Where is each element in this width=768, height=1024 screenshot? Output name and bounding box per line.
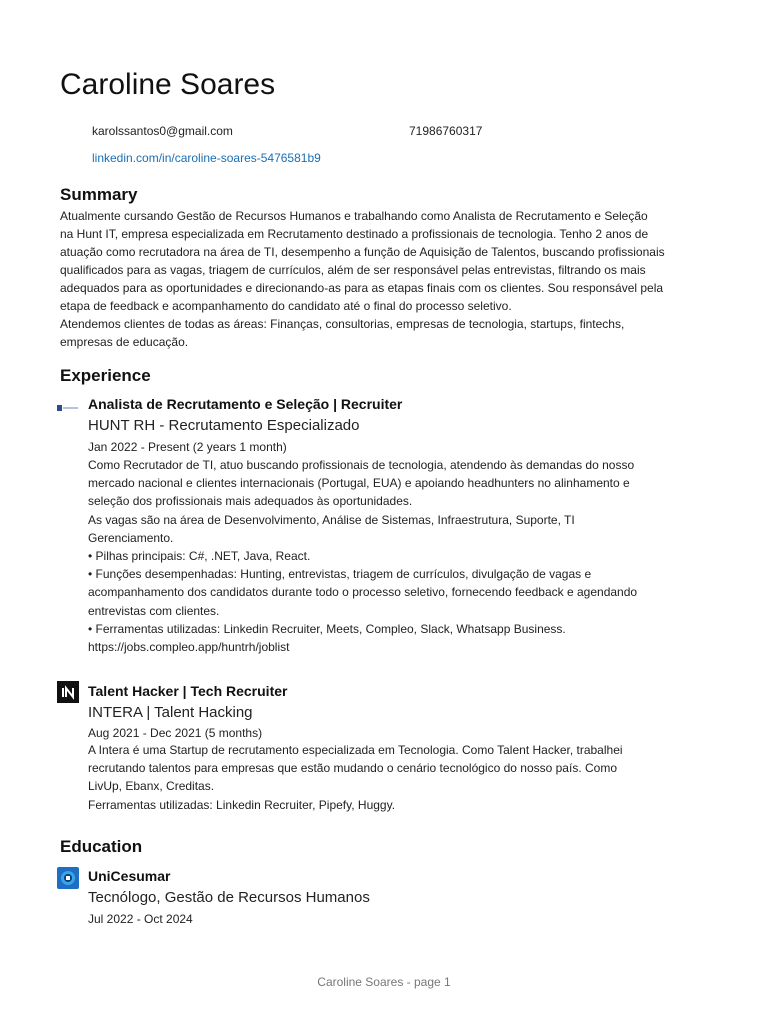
summary-line: Atualmente cursando Gestão de Recursos Humanos e trabalhando como Analista de Recrutamento e Seleção: [60, 209, 648, 223]
summary-line: na Hunt IT, empresa especializada em Recrutamento destinado a profissionais de tecnologia. Tenho 2 anos de: [60, 227, 649, 241]
description-line: entrevistas com clientes.: [88, 603, 220, 618]
hunt-rh-logo-icon: [57, 397, 79, 419]
email-address: karolssantos0@gmail.com: [92, 124, 233, 138]
summary-line: empresas de educação.: [60, 335, 189, 349]
job-description: [88, 741, 708, 814]
description-line: A Intera é uma Startup de recrutamento especializada em Tecnologia. Como Talent Hacker, trabalhei: [88, 743, 623, 757]
summary-text: [60, 207, 710, 351]
company-name: HUNT RH - Recrutamento Especializado: [88, 417, 360, 434]
job-dates: Jan 2022 - Present (2 years 1 month): [88, 440, 287, 454]
description-line: https://jobs.compleo.app/huntrh/joblist: [88, 640, 290, 655]
description-line: As vagas são na área de Desenvolvimento, Análise de Sistemas, Infraestrutura, Suporte, TI: [88, 512, 575, 527]
summary-line: adequados para as oportunidades e direcionando-as para as etapas finais com os clientes. Sou responsável pela: [60, 281, 664, 295]
linkedin-link[interactable]: linkedin.com/in/caroline-soares-5476581b9: [92, 151, 321, 165]
experience-heading: Experience: [60, 366, 151, 385]
summary-line: qualificados para as vagas, triagem de currículos, além de ser responsável pelas entrevistas, filtrando os mais: [60, 263, 646, 277]
company-name: INTERA | Talent Hacking: [88, 704, 253, 721]
job-dates: Aug 2021 - Dec 2021 (5 months): [88, 726, 263, 740]
job-title: Talent Hacker | Tech Recruiter: [88, 683, 288, 699]
unicesumar-logo-icon: [57, 867, 79, 889]
description-line: seleção dos profissionais mais adequados às oportunidades.: [88, 494, 413, 509]
description-line: mercado nacional e clientes internacionais (Portugal, EUA) e apoiando headhunters no alinhamento e: [88, 476, 630, 491]
description-line: acompanhamento dos candidatos durante todo o processo seletivo, fornecendo feedback e agendando: [88, 585, 638, 600]
education-dates: Jul 2022 - Oct 2024: [88, 912, 193, 926]
description-line: • Funções desempenhadas: Hunting, entrevistas, triagem de currículos, divulgação de vagas e: [88, 567, 592, 582]
job-description: [88, 456, 708, 656]
description-line: Como Recrutador de TI, atuo buscando profissionais de tecnologia, atendendo às demandas do nosso: [88, 458, 635, 472]
job-title: Analista de Recrutamento e Seleção | Recruiter: [88, 396, 403, 412]
intera-logo-icon: [57, 681, 79, 703]
school-name: UniCesumar: [88, 868, 171, 884]
description-line: • Ferramentas utilizadas: Linkedin Recruiter, Meets, Compleo, Slack, Whatsapp Business.: [88, 621, 566, 636]
summary-line: etapa de feedback e acompanhamento do candidato até o final do processo seletivo.: [60, 299, 512, 313]
summary-line: atuação como recrutadora na área de TI, desempenho a função de Aquisição de Talentos, buscando profissionais: [60, 245, 665, 259]
phone-number: 71986760317: [409, 124, 483, 138]
summary-line: Atendemos clientes de todas as áreas: Finanças, consultorias, empresas de tecnologia, startups, fintechs,: [60, 317, 625, 331]
description-line: LivUp, Ebanx, Creditas.: [88, 779, 215, 794]
description-line: recrutando talentos para empresas que estão mudando o cenário tecnológico do nosso país. Como: [88, 761, 617, 776]
education-heading: Education: [60, 837, 143, 856]
description-line: • Pilhas principais: C#, .NET, Java, React.: [88, 549, 311, 564]
candidate-name: Caroline Soares: [60, 68, 276, 101]
degree: Tecnólogo, Gestão de Recursos Humanos: [88, 889, 370, 906]
page-footer: Caroline Soares - page 1: [317, 975, 451, 989]
description-line: Ferramentas utilizadas: Linkedin Recruiter, Pipefy, Huggy.: [88, 797, 396, 812]
summary-heading: Summary: [60, 185, 138, 204]
description-line: Gerenciamento.: [88, 530, 174, 545]
